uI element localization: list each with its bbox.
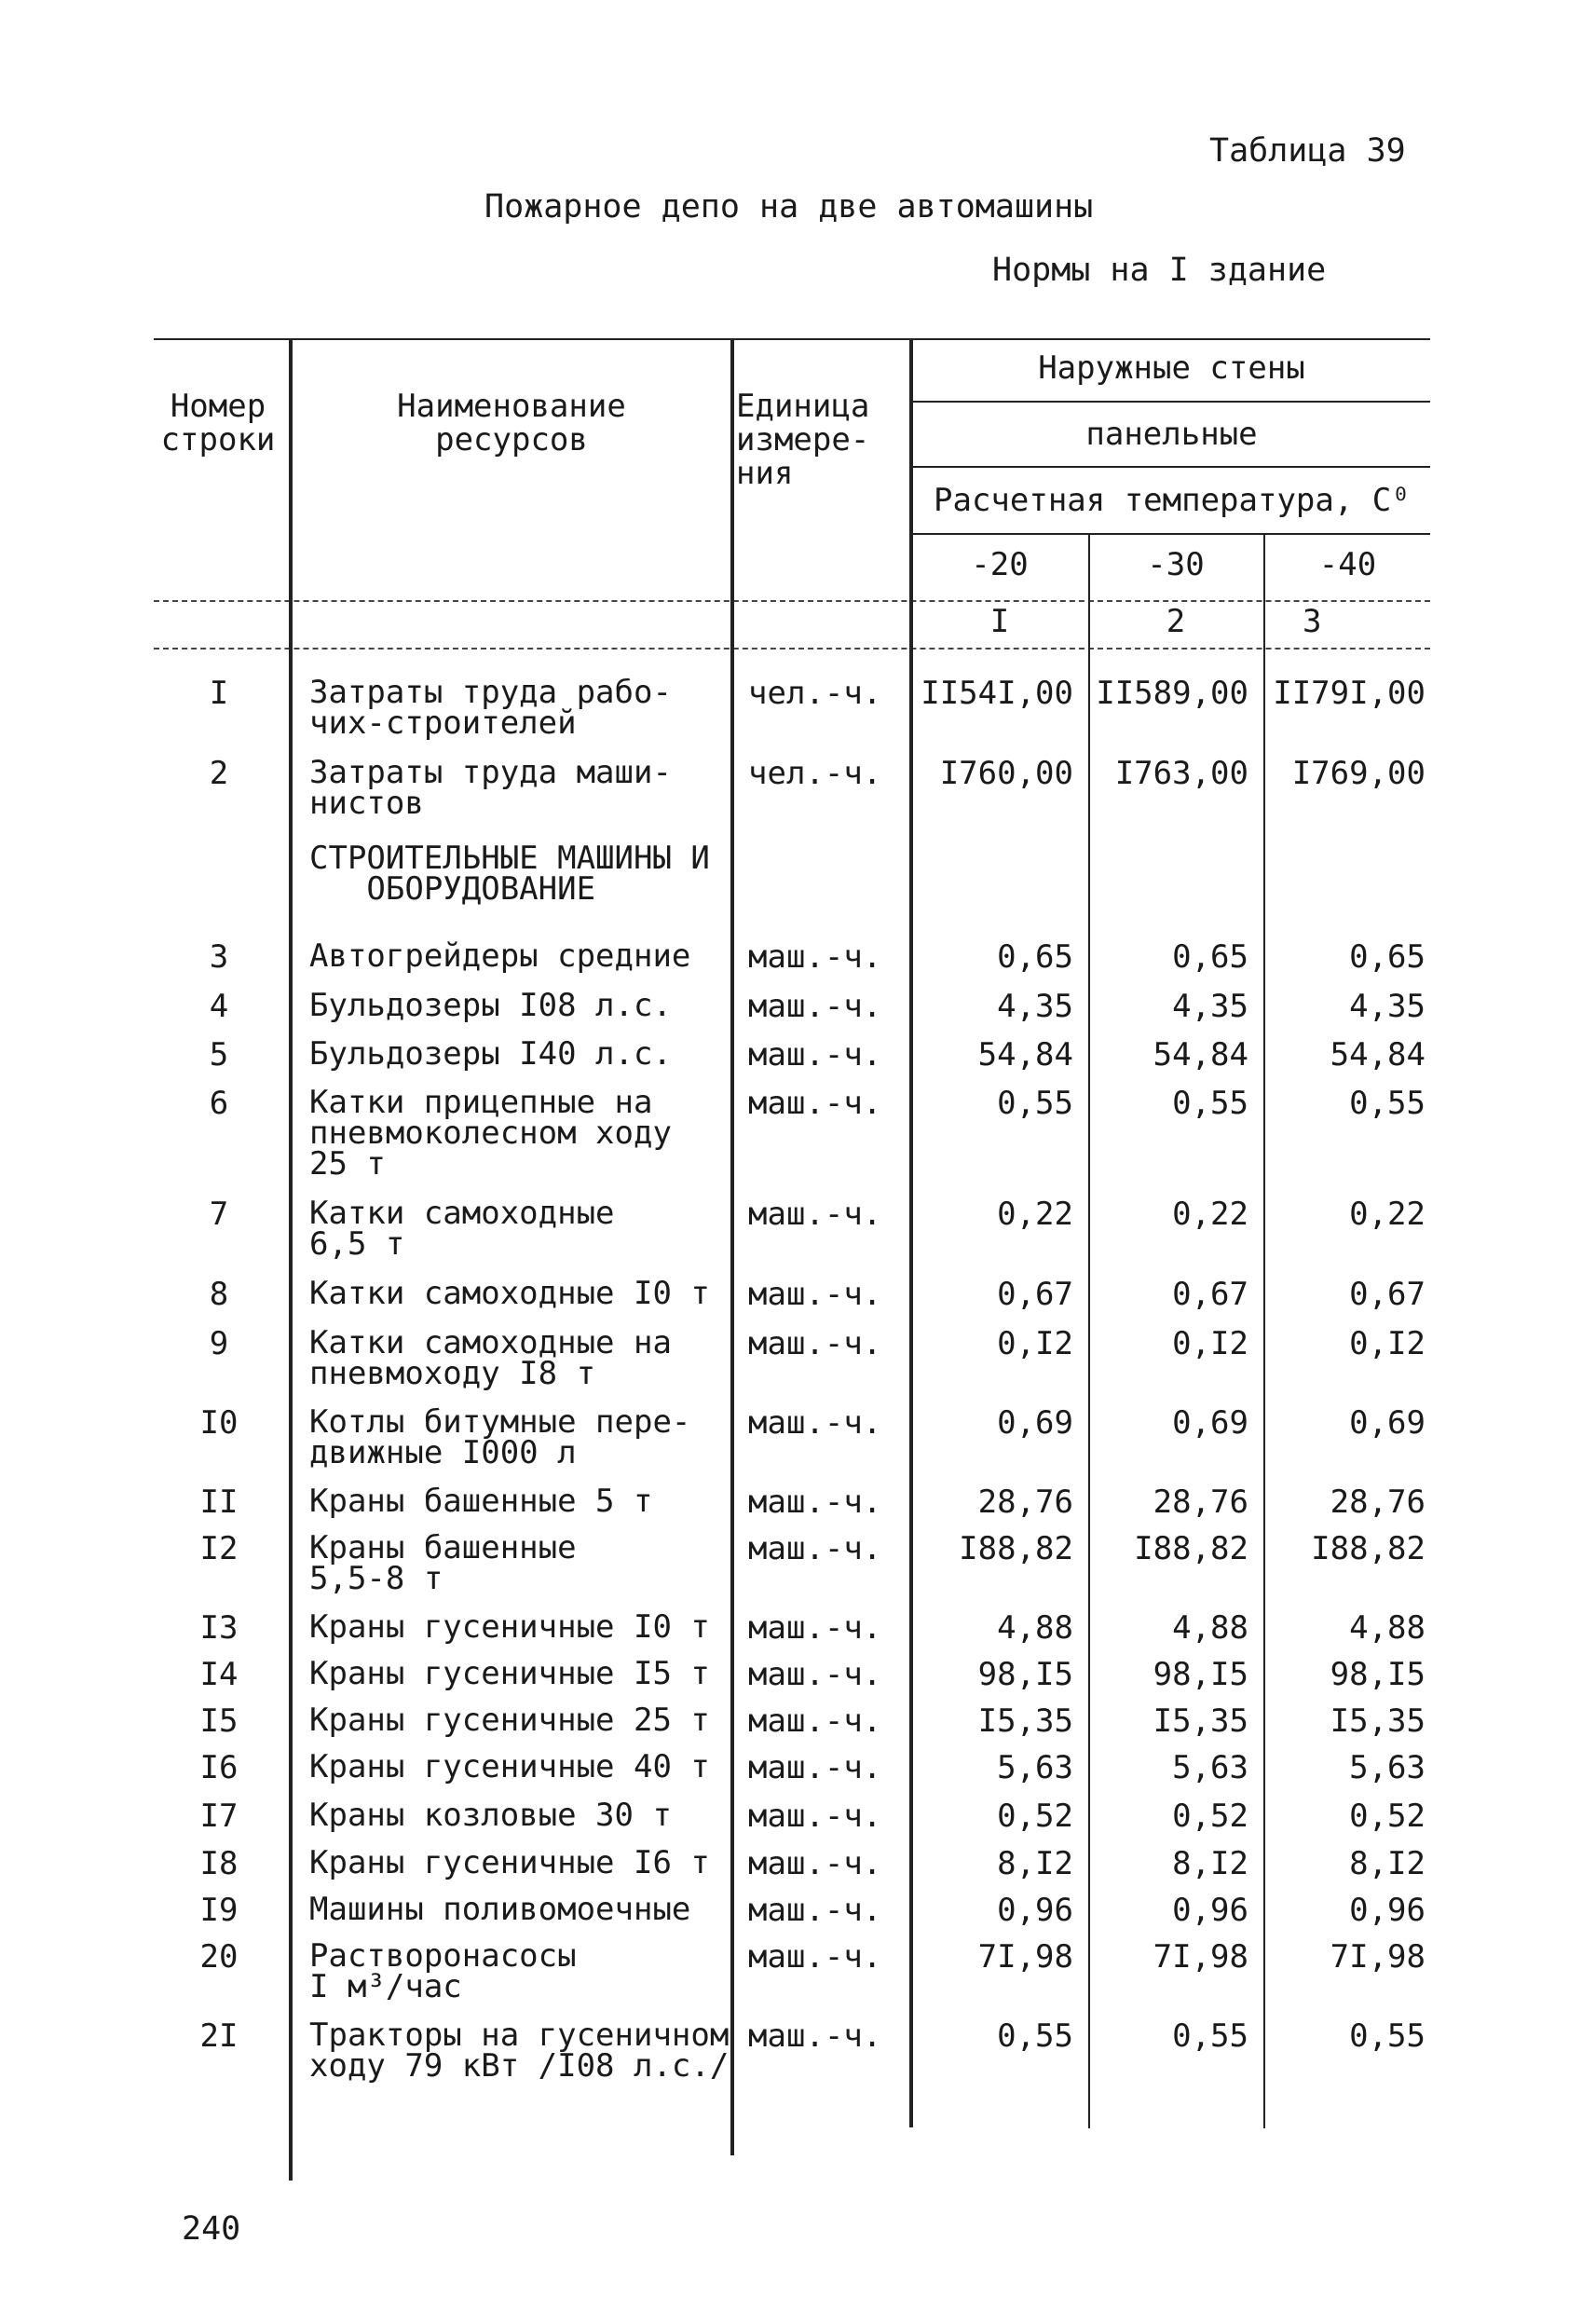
table-top-rule <box>154 338 1430 340</box>
row-value-minus40: 54,84 <box>1330 1036 1425 1073</box>
row-unit: маш.-ч. <box>748 1404 882 1442</box>
header-unit: Единица измере- ния <box>736 388 870 492</box>
row-value-minus20: 0,67 <box>997 1276 1073 1313</box>
row-value-minus40: 5,63 <box>1349 1749 1425 1786</box>
row-value-minus40: 0,69 <box>1349 1404 1425 1442</box>
row-resource-name: Катки самоходные на пневмоходу I8 т <box>309 1324 672 1392</box>
row-unit: маш.-ч. <box>748 1749 882 1786</box>
row-value-minus30: 54,84 <box>1153 1036 1248 1073</box>
row-number: I7 <box>199 1798 239 1835</box>
row-number: I <box>209 675 229 712</box>
header-rule-1 <box>911 401 1430 403</box>
row-unit: маш.-ч. <box>748 2017 882 2055</box>
row-number: 3 <box>209 938 229 976</box>
row-value-minus30: 98,I5 <box>1153 1656 1248 1693</box>
row-unit: чел.-ч. <box>748 755 882 792</box>
row-resource-name: Краны гусеничные I5 т <box>309 1655 710 1692</box>
row-unit: маш.-ч. <box>748 938 882 976</box>
header-design-temperature: Расчетная температура, C⁰ <box>934 482 1411 519</box>
row-number: 8 <box>209 1276 229 1313</box>
table-label: Таблица 39 <box>1209 132 1406 170</box>
row-number: 2I <box>199 2017 239 2055</box>
row-value-minus30: 5,63 <box>1172 1749 1248 1786</box>
row-value-minus30: 4,35 <box>1172 988 1248 1025</box>
row-value-minus20: I5,35 <box>977 1702 1073 1740</box>
col-number-3: 3 <box>1303 603 1322 640</box>
row-resource-name: Автогрейдеры средние <box>309 937 691 975</box>
row-unit: маш.-ч. <box>748 1702 882 1740</box>
row-value-minus40: I88,82 <box>1311 1530 1425 1567</box>
row-unit: маш.-ч. <box>748 1938 882 1976</box>
row-value-minus40: 4,88 <box>1349 1609 1425 1647</box>
row-resource-name: Затраты труда рабо- чих-строителей <box>309 674 672 742</box>
header-bottom-rule <box>154 648 1430 650</box>
row-number: 6 <box>209 1085 229 1122</box>
row-value-minus20: 0,65 <box>997 938 1073 976</box>
row-number: I8 <box>199 1845 239 1882</box>
row-value-minus20: 98,I5 <box>977 1656 1073 1693</box>
row-number: I6 <box>199 1749 239 1786</box>
header-resource-name: Наименование ресурсов <box>397 388 626 458</box>
row-resource-name: Затраты труда маши- нистов <box>309 754 672 822</box>
row-unit: маш.-ч. <box>748 1656 882 1693</box>
row-unit: маш.-ч. <box>748 1036 882 1073</box>
row-resource-name: Краны гусеничные I6 т <box>309 1844 710 1881</box>
row-resource-name: СТРОИТЕЛЬНЫЕ МАШИНЫ И ОБОРУДОВАНИЕ <box>309 840 710 908</box>
row-resource-name: Растворонасосы I м³/час <box>309 1937 577 2005</box>
row-unit: маш.-ч. <box>748 1325 882 1362</box>
row-number: 2 <box>209 755 229 792</box>
row-unit: маш.-ч. <box>748 988 882 1025</box>
row-value-minus20: 0,52 <box>997 1798 1073 1835</box>
row-value-minus30: 0,52 <box>1172 1798 1248 1835</box>
row-value-minus30: 0,55 <box>1172 1085 1248 1122</box>
header-rule-3 <box>911 533 1430 535</box>
row-value-minus20: II54I,00 <box>921 675 1073 712</box>
row-value-minus40: 7I,98 <box>1330 1938 1425 1976</box>
row-unit: маш.-ч. <box>748 1892 882 1929</box>
row-unit: маш.-ч. <box>748 1798 882 1835</box>
row-value-minus30: 0,69 <box>1172 1404 1248 1442</box>
row-unit: маш.-ч. <box>748 1609 882 1647</box>
row-value-minus40: 0,I2 <box>1349 1325 1425 1362</box>
row-value-minus40: II79I,00 <box>1273 675 1425 712</box>
row-value-minus20: 4,88 <box>997 1609 1073 1647</box>
row-value-minus30: 0,I2 <box>1172 1325 1248 1362</box>
header-rule-2 <box>911 466 1430 468</box>
row-value-minus40: 28,76 <box>1330 1484 1425 1521</box>
row-number: I0 <box>199 1404 239 1442</box>
row-resource-name: Краны гусеничные 40 т <box>309 1748 710 1785</box>
header-rule-4 <box>154 600 1430 602</box>
row-value-minus20: I760,00 <box>939 755 1073 792</box>
row-number: I4 <box>199 1656 239 1693</box>
row-resource-name: Тракторы на гусеничном ходу 79 кВт /I08 л.с./ <box>309 2017 730 2085</box>
row-resource-name: Краны гусеничные 25 т <box>309 1702 710 1739</box>
row-value-minus40: 0,96 <box>1349 1892 1425 1929</box>
row-value-minus40: 0,55 <box>1349 1085 1425 1122</box>
row-resource-name: Катки прицепные на пневмоколесном ходу 25 т <box>309 1084 672 1183</box>
row-value-minus40: 98,I5 <box>1330 1656 1425 1693</box>
row-unit: маш.-ч. <box>748 1530 882 1567</box>
row-value-minus40: I5,35 <box>1330 1702 1425 1740</box>
row-value-minus30: 4,88 <box>1172 1609 1248 1647</box>
row-unit: маш.-ч. <box>748 1845 882 1882</box>
header-row-number: Номер строки <box>160 388 276 458</box>
row-value-minus20: 54,84 <box>977 1036 1073 1073</box>
row-unit: маш.-ч. <box>748 1276 882 1313</box>
page-title: Пожарное депо на две автомашины <box>484 188 1094 226</box>
col-number-2: 2 <box>1166 603 1186 640</box>
row-number: 7 <box>209 1196 229 1233</box>
row-resource-name: Котлы битумные пере- движные I000 л <box>309 1403 691 1471</box>
row-resource-name: Катки самоходные I0 т <box>309 1275 710 1312</box>
col-number-1: I <box>989 603 1010 640</box>
row-value-minus20: 0,55 <box>997 2017 1073 2055</box>
row-value-minus20: 4,35 <box>997 988 1073 1025</box>
row-value-minus20: 0,69 <box>997 1404 1073 1442</box>
temp-col-1: -20 <box>971 546 1029 583</box>
row-resource-name: Машины поливомоечные <box>309 1891 691 1928</box>
row-value-minus40: 0,67 <box>1349 1276 1425 1313</box>
row-value-minus40: 0,55 <box>1349 2017 1425 2055</box>
row-resource-name: Краны башенные 5 т <box>309 1483 653 1520</box>
row-number: I5 <box>199 1702 239 1740</box>
temp-col-3: -40 <box>1318 546 1377 583</box>
row-value-minus40: 4,35 <box>1349 988 1425 1025</box>
row-unit: чел.-ч. <box>748 675 882 712</box>
row-value-minus20: 8,I2 <box>997 1845 1073 1882</box>
row-resource-name: Бульдозеры I08 л.с. <box>309 987 672 1024</box>
row-value-minus40: 0,65 <box>1349 938 1425 976</box>
row-value-minus30: 28,76 <box>1153 1484 1248 1521</box>
row-number: 5 <box>209 1036 229 1073</box>
row-value-minus20: 0,22 <box>997 1196 1073 1233</box>
row-value-minus20: 0,96 <box>997 1892 1073 1929</box>
row-value-minus30: 0,65 <box>1172 938 1248 976</box>
row-value-minus20: 7I,98 <box>977 1938 1073 1976</box>
row-value-minus20: 0,I2 <box>997 1325 1073 1362</box>
row-value-minus30: 7I,98 <box>1153 1938 1248 1976</box>
row-value-minus40: 8,I2 <box>1349 1845 1425 1882</box>
row-value-minus20: 5,63 <box>997 1749 1073 1786</box>
row-value-minus30: I88,82 <box>1134 1530 1248 1567</box>
row-value-minus30: 0,67 <box>1172 1276 1248 1313</box>
row-resource-name: Краны башенные 5,5-8 т <box>309 1529 577 1597</box>
row-value-minus20: I88,82 <box>959 1530 1073 1567</box>
row-unit: маш.-ч. <box>748 1196 882 1233</box>
row-resource-name: Краны козловые 30 т <box>309 1797 672 1834</box>
row-resource-name: Краны гусеничные I0 т <box>309 1608 710 1646</box>
row-value-minus20: 28,76 <box>977 1484 1073 1521</box>
temp-col-2: -30 <box>1147 546 1205 583</box>
row-resource-name: Катки самоходные 6,5 т <box>309 1195 615 1263</box>
row-value-minus40: 0,52 <box>1349 1798 1425 1835</box>
row-value-minus30: I763,00 <box>1114 755 1248 792</box>
row-number: I9 <box>199 1892 239 1929</box>
row-number: I2 <box>199 1530 239 1567</box>
header-outer-walls: Наружные стены <box>1038 349 1305 387</box>
row-value-minus30: II589,00 <box>1096 675 1248 712</box>
row-number: I3 <box>199 1609 239 1647</box>
row-value-minus30: I5,35 <box>1153 1702 1248 1740</box>
row-unit: маш.-ч. <box>748 1085 882 1122</box>
page-number: 240 <box>182 2210 241 2248</box>
row-value-minus40: I769,00 <box>1291 755 1425 792</box>
row-value-minus40: 0,22 <box>1349 1196 1425 1233</box>
row-number: 9 <box>209 1325 229 1362</box>
page-subtitle: Нормы на I здание <box>992 252 1327 289</box>
row-value-minus20: 0,55 <box>997 1085 1073 1122</box>
row-value-minus30: 0,22 <box>1172 1196 1248 1233</box>
row-unit: маш.-ч. <box>748 1484 882 1521</box>
row-resource-name: Бульдозеры I40 л.с. <box>309 1035 672 1073</box>
column-divider-1 <box>289 338 293 2181</box>
row-number: II <box>199 1484 239 1521</box>
row-value-minus30: 0,96 <box>1172 1892 1248 1929</box>
column-divider-2 <box>730 338 734 2155</box>
row-number: 4 <box>209 988 229 1025</box>
row-number: 20 <box>199 1938 239 1976</box>
header-panel: панельные <box>1085 416 1258 453</box>
row-value-minus30: 8,I2 <box>1172 1845 1248 1882</box>
row-value-minus30: 0,55 <box>1172 2017 1248 2055</box>
